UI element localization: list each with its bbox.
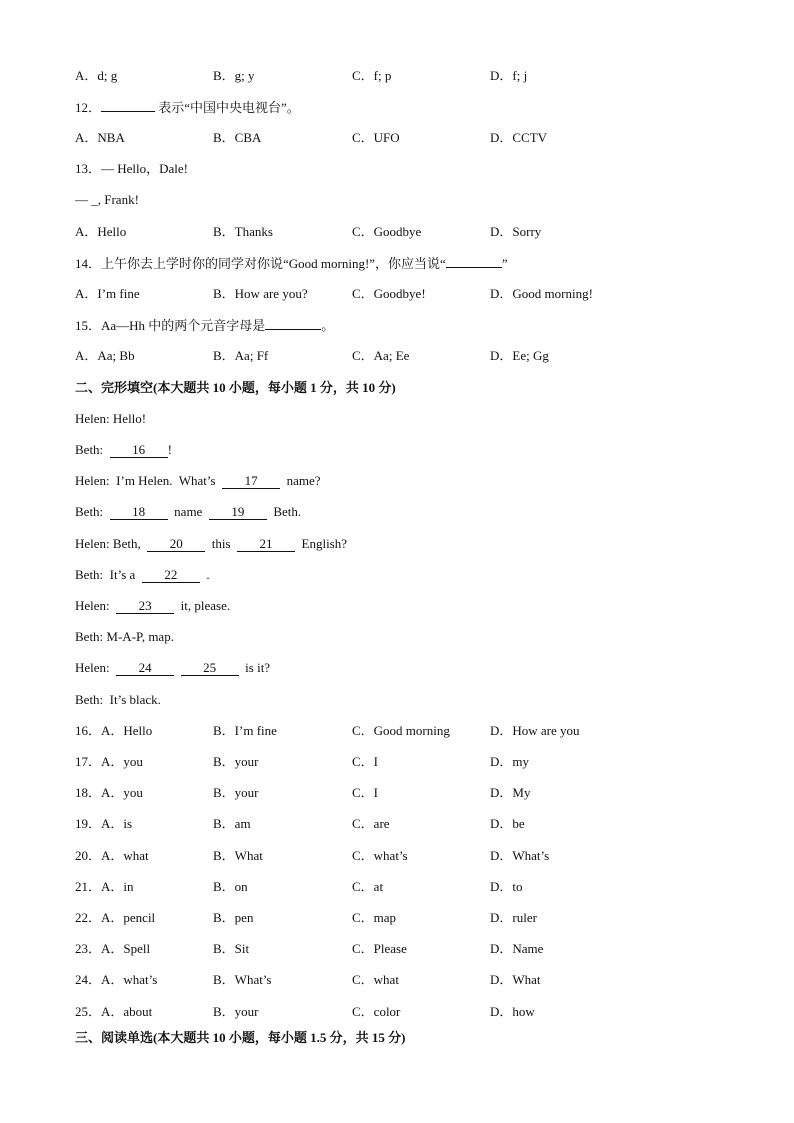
option-b[interactable]: B．g; y [213,68,255,83]
choice-row-25 [75,1003,715,1021]
option-b[interactable]: B．on [213,879,248,894]
option-b[interactable]: B．am [213,816,251,831]
option-d[interactable]: D．What’s [490,848,550,863]
option-a[interactable] [75,909,155,927]
q14-text: 14．上午你去上学时你的同学对你说“Good morning!”，你应当说“ [75,256,446,271]
dialog-text: is it? [238,660,271,675]
option-d[interactable]: D．How are you [490,723,580,738]
option-d[interactable]: D．Sorry [490,224,542,239]
q12-number: 12． [75,100,102,115]
option-d[interactable]: D．f; j [490,68,528,83]
q12-text: 表示“中国中央电视台”。 [155,100,300,115]
blank-23[interactable]: 23 [116,598,174,614]
option-text: A．what’s [101,972,158,987]
choice-row-23 [75,940,715,958]
speaker: Beth: [75,567,110,582]
option-c[interactable]: C．what [352,972,399,987]
option-c[interactable]: C．f; p [352,68,392,83]
choice-row-20 [75,847,715,865]
option-a[interactable] [75,1003,152,1021]
speaker: Beth: [75,442,110,457]
q15-close: 。 [321,318,335,333]
question-number: 17． [75,754,102,769]
option-text: A．you [101,785,143,800]
blank-22[interactable]: 22 [142,567,200,583]
dialog-text: this [205,536,238,551]
option-text: A．is [101,816,133,831]
dialog-line-9 [75,659,270,677]
option-text: A．Spell [101,941,151,956]
dialog-line-10 [75,691,161,709]
q12-stem [75,98,300,116]
q13-response: — _, Frank! [75,192,139,207]
q13-stem: 13．— Hello，Dale! [75,161,189,176]
blank-20[interactable]: 20 [147,536,205,552]
option-a[interactable] [75,847,149,865]
blank-25[interactable]: 25 [181,660,239,676]
option-d[interactable]: D．My [490,785,531,800]
q14-stem [75,254,508,272]
option-c[interactable]: C．UFO [352,130,400,145]
option-d[interactable]: D．What [490,972,541,987]
option-text: A．in [101,879,134,894]
dialog-line-3 [75,472,320,490]
section-heading-cloze: 二、完形填空(本大题共 10 小题，每小题 1 分，共 10 分) [75,380,396,395]
choice-row-18 [75,784,715,802]
dialog-line-4 [75,503,301,521]
dialog-text: . [199,567,210,582]
q11-options [75,67,715,85]
question-number: 22． [75,910,102,925]
option-b[interactable]: B．Aa; Ff [213,348,269,363]
option-text: A．you [101,754,143,769]
option-b[interactable]: B．Sit [213,941,250,956]
option-a[interactable]: A．Aa; Bb [75,348,135,363]
question-number: 21． [75,879,102,894]
option-b[interactable]: B．What’s [213,972,272,987]
blank-18[interactable]: 18 [110,504,168,520]
option-c[interactable]: C．color [352,1004,401,1019]
dialog-line-7 [75,597,230,615]
answer-blank [446,254,502,268]
blank-16[interactable]: 16 [110,442,168,458]
dialog-line-5 [75,535,347,553]
dialog-text: It’s a [109,567,142,582]
option-a[interactable]: A．NBA [75,130,125,145]
option-c[interactable]: C．Goodbye! [352,286,426,301]
option-d[interactable]: D．ruler [490,910,537,925]
option-c[interactable]: C．Good morning [352,723,450,738]
dialog-text: I’m Helen. What’s [116,473,223,488]
blank-19[interactable]: 19 [209,504,267,520]
option-a[interactable]: A．I’m fine [75,286,140,301]
option-a[interactable] [75,971,157,989]
option-a[interactable]: A．d; g [75,68,118,83]
dialog-text: M-A-P, map. [106,629,174,644]
option-d[interactable]: D．be [490,816,525,831]
option-c[interactable]: C．I [352,785,379,800]
question-number: 16． [75,723,102,738]
q15-options [75,347,715,365]
option-c[interactable]: C．map [352,910,397,925]
option-c[interactable]: C．Goodbye [352,224,422,239]
speaker: Helen: [75,660,117,675]
question-number: 23． [75,941,102,956]
option-c[interactable]: C．are [352,816,390,831]
q15-stem [75,316,334,334]
option-c[interactable]: C．what’s [352,848,408,863]
option-b[interactable]: B．Thanks [213,224,273,239]
dialog-line-8 [75,628,174,646]
answer-blank [265,316,321,330]
blank-24[interactable]: 24 [116,660,174,676]
option-b[interactable]: B．How are you? [213,286,308,301]
option-d[interactable]: D．to [490,879,523,894]
option-text: A．what [101,848,149,863]
dialog-text: Beth, [112,536,148,551]
option-d[interactable]: D．Good morning! [490,286,593,301]
choice-row-21 [75,878,715,896]
option-text: A．Hello [101,723,153,738]
option-d[interactable]: D．how [490,1004,535,1019]
option-a[interactable] [75,753,143,771]
option-b[interactable]: B．your [213,785,259,800]
option-c[interactable]: C．Please [352,941,407,956]
dialog-line-6 [75,566,210,584]
question-number: 18． [75,785,102,800]
option-b[interactable]: B．CBA [213,130,262,145]
q12-options [75,129,715,147]
speaker: Beth: [75,504,110,519]
option-c[interactable]: C．I [352,754,379,769]
dialog-text: It’s black. [109,692,161,707]
dialog-line-2 [75,441,172,459]
speaker: Beth: [75,629,107,644]
choice-row-24 [75,971,715,989]
option-b[interactable]: B．your [213,754,259,769]
q15-text: 15．Aa—Hh 中的两个元音字母是 [75,318,266,333]
answer-blank [101,98,155,112]
section-heading-reading: 三、阅读单选(本大题共 10 小题，每小题 1.5 分，共 15 分) [75,1030,406,1045]
option-b[interactable]: B．pen [213,910,254,925]
option-c[interactable]: C．Aa; Ee [352,348,410,363]
option-b[interactable]: B．I’m fine [213,723,277,738]
option-d[interactable]: D．CCTV [490,130,548,145]
choice-row-16 [75,722,715,740]
speaker: Helen: [75,473,117,488]
dialog-text: Beth. [266,504,302,519]
question-number: 24． [75,972,102,987]
speaker: Beth: [75,692,110,707]
speaker: Helen: [75,536,113,551]
option-d[interactable]: D．Ee; Gg [490,348,549,363]
dialog-text: Hello! [112,411,147,426]
question-number: 19． [75,816,102,831]
option-b[interactable]: B．What [213,848,263,863]
option-a[interactable] [75,815,132,833]
option-a[interactable] [75,940,150,958]
dialog-text: English? [295,536,348,551]
option-c[interactable]: C．at [352,879,384,894]
dialog-text: it, please. [174,598,231,613]
choice-row-19 [75,815,715,833]
q14-close: ” [501,256,508,271]
option-text: A．about [101,1004,153,1019]
option-a[interactable] [75,722,152,740]
option-d[interactable]: D．Name [490,941,544,956]
option-a[interactable] [75,784,143,802]
speaker: Helen: [75,411,113,426]
dialog-line-1 [75,410,146,428]
option-text: A．pencil [101,910,156,925]
option-a[interactable]: A．Hello [75,224,127,239]
question-number: 20． [75,848,102,863]
option-a[interactable] [75,878,134,896]
dialog-text: name [167,504,209,519]
choice-row-22 [75,909,715,927]
question-number: 25． [75,1004,102,1019]
q14-options [75,285,715,303]
blank-17[interactable]: 17 [222,473,280,489]
choice-row-17 [75,753,715,771]
dialog-text: name? [280,473,321,488]
option-b[interactable]: B．your [213,1004,259,1019]
blank-21[interactable]: 21 [237,536,295,552]
q13-options [75,223,715,241]
dialog-text: ! [167,442,173,457]
option-d[interactable]: D．my [490,754,530,769]
speaker: Helen: [75,598,117,613]
